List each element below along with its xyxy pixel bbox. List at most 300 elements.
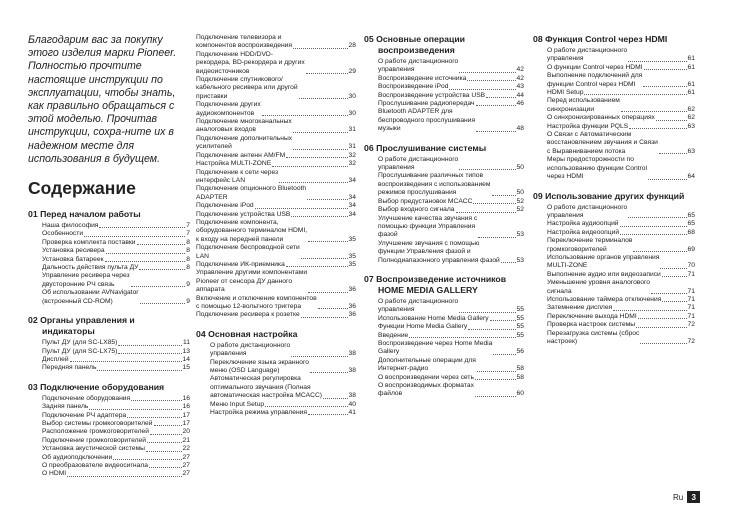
- toc-entry-page: 69: [687, 245, 695, 253]
- toc-entry[interactable]: [378, 382, 524, 399]
- toc-entry[interactable]: [378, 357, 524, 374]
- section-heading-line: 01 Перед началом работы: [28, 209, 141, 220]
- dot-leader: [293, 149, 347, 150]
- toc-entry-title: Дополнительные операции для Интернет-радио: [378, 356, 476, 373]
- dot-leader: [291, 356, 347, 357]
- toc-entry-title: Подключение дополнительных усилителей: [196, 134, 293, 151]
- toc-entry[interactable]: [42, 445, 190, 453]
- toc-entry[interactable]: [378, 215, 524, 240]
- toc-entry-page: 55: [516, 306, 524, 314]
- toc-entry[interactable]: [547, 123, 695, 131]
- toc-entry-page: 31: [348, 126, 356, 134]
- toc-entry-page: 36: [348, 286, 356, 294]
- toc-entry-title: О синхронизированных операциях: [547, 114, 655, 122]
- toc-entry-title: Подключение других аудиокомпонентов: [196, 101, 261, 117]
- toc-entry[interactable]: [547, 271, 695, 279]
- dot-leader: [286, 157, 347, 158]
- toc-entry-page: 71: [687, 312, 695, 320]
- toc-list: [378, 156, 524, 265]
- toc-entry[interactable]: [547, 131, 695, 156]
- toc-entry[interactable]: [196, 76, 356, 101]
- toc-entry-page: 63: [687, 147, 695, 155]
- col1-sections: [28, 209, 190, 479]
- dot-leader: [467, 80, 515, 81]
- toc-entry-page: 52: [516, 206, 524, 214]
- toc-entry-title: Подключение компонента, оборудованного терминалом HDMI, к входу на передней панели: [196, 218, 308, 243]
- toc-entry[interactable]: [42, 428, 190, 436]
- toc-entry-page: 52: [516, 197, 524, 205]
- dot-leader: [656, 120, 687, 121]
- toc-entry-title: Подключение iPod: [196, 202, 254, 210]
- toc-entry-title: Автоматическая регулировка оптимального звучания (Полная автоматическая настройка MCACC): [210, 375, 323, 400]
- toc-entry[interactable]: [42, 339, 190, 347]
- toc-entry[interactable]: [196, 101, 356, 118]
- section-heading-line: 04 Основная настройка: [196, 328, 298, 339]
- dot-leader: [301, 317, 348, 318]
- toc-list: [42, 222, 190, 306]
- dot-leader: [118, 353, 181, 354]
- toc-entry-title: Воспроизведение через Home Media Gallery: [378, 339, 493, 356]
- dot-leader: [613, 310, 686, 311]
- toc-entry-page: 48: [516, 125, 524, 133]
- toc-entry[interactable]: [196, 169, 356, 186]
- toc-entry[interactable]: [196, 135, 356, 152]
- toc-entry[interactable]: [42, 356, 190, 364]
- toc-entry[interactable]: [196, 118, 356, 135]
- toc-entry-page: 42: [516, 74, 524, 82]
- toc-entry[interactable]: [196, 269, 356, 294]
- toc-entry[interactable]: [196, 295, 356, 312]
- toc-column-3: [364, 34, 524, 399]
- toc-entry[interactable]: [42, 230, 190, 238]
- toc-entry-page: 7: [186, 230, 190, 238]
- toc-entry[interactable]: [378, 332, 524, 340]
- toc-entry-title: Подключение телевизора и компонентов воспроизведения: [196, 34, 293, 50]
- toc-entry-title: Использование Home Media Gallery: [378, 314, 489, 322]
- dot-leader: [293, 132, 348, 133]
- section-gap: [533, 182, 695, 191]
- toc-entry-title: Особенности: [42, 230, 84, 238]
- dot-leader: [662, 276, 687, 277]
- dot-leader: [147, 442, 182, 443]
- toc-entry-page: 38: [348, 392, 356, 400]
- toc-entry-page: 16: [182, 394, 190, 402]
- col3-sections: [364, 34, 524, 399]
- toc-entry-page: 34: [348, 202, 356, 210]
- section-heading-line: 05 Основные операции: [364, 34, 466, 44]
- toc-entry[interactable]: [547, 313, 695, 321]
- toc-entry-title: Улучшение звучания с помощью функции Управления фазой и Полнодиапазонного управления фазой: [378, 239, 500, 264]
- toc-entry[interactable]: [547, 156, 695, 181]
- toc-entry[interactable]: [378, 156, 524, 173]
- toc-entry-page: 38: [348, 367, 356, 375]
- toc-list: [196, 34, 356, 320]
- dot-leader: [70, 361, 182, 362]
- dot-leader: [476, 131, 515, 132]
- toc-entry-page: 17: [182, 411, 190, 419]
- toc-entry-title: О работе дистанционного управления: [547, 203, 628, 219]
- toc-entry[interactable]: [547, 321, 695, 329]
- toc-entry[interactable]: [547, 97, 695, 114]
- dot-leader: [105, 261, 186, 262]
- toc-entry-title: Передняя панель: [42, 364, 97, 372]
- section-heading-line: 07 Воспроизведение источников: [364, 273, 507, 284]
- toc-entry[interactable]: [42, 272, 190, 289]
- section-heading: [533, 191, 695, 202]
- toc-entry-page: 58: [516, 373, 524, 381]
- toc-entry[interactable]: [547, 330, 695, 347]
- toc-entry[interactable]: [210, 342, 356, 359]
- toc-entry[interactable]: [547, 204, 695, 221]
- toc-entry[interactable]: [42, 437, 190, 445]
- toc-entry[interactable]: [378, 340, 524, 357]
- toc-entry[interactable]: [547, 47, 695, 64]
- toc-entry-page: 62: [687, 105, 695, 113]
- toc-entry-title: Переключение терминалов громкоговорителей: [547, 237, 633, 253]
- section-heading-line: 06 Прослушивание системы: [364, 142, 487, 153]
- toc-entry-page: 34: [348, 176, 356, 184]
- toc-list: [378, 58, 524, 134]
- dot-leader: [140, 303, 186, 304]
- section-heading-line: 03 Подключение оборудования: [28, 381, 165, 392]
- toc-entry[interactable]: [547, 72, 695, 89]
- toc-entry[interactable]: [42, 289, 190, 306]
- dot-leader: [662, 301, 686, 302]
- dot-leader: [459, 72, 515, 73]
- toc-entry-page: 27: [182, 461, 190, 469]
- toc-entry-title: О работе дистанционного управления: [378, 155, 459, 172]
- toc-entry-title: Пульт ДУ (для SC-LX85): [42, 339, 118, 347]
- toc-entry-title: Улучшение качества звучания с помощью функции Управления фазой: [378, 214, 478, 239]
- dot-leader: [286, 266, 348, 267]
- toc-entry-page: 27: [182, 453, 190, 461]
- dot-leader: [279, 182, 347, 183]
- toc-entry-title: Меню Input Setup: [210, 400, 265, 408]
- toc-entry-page: 65: [687, 220, 695, 228]
- dot-leader: [476, 105, 516, 106]
- toc-entry[interactable]: [547, 304, 695, 312]
- toc-entry[interactable]: [547, 114, 695, 122]
- toc-entry-title: Меры предосторожности по использованию функции Control через HDMI: [547, 156, 647, 181]
- toc-entry-title: Уменьшение уровня аналогового сигнала: [547, 279, 651, 295]
- dot-leader: [149, 467, 182, 468]
- toc-entry-page: 43: [516, 83, 524, 91]
- toc-entry-page: 35: [348, 235, 356, 243]
- col4-sections: [533, 34, 695, 346]
- dot-leader: [621, 111, 687, 112]
- toc-entry-title: О функции Control через HDMI: [547, 63, 643, 71]
- toc-entry[interactable]: [42, 247, 190, 255]
- toc-entry[interactable]: [378, 240, 524, 265]
- toc-entry-page: 8: [186, 255, 190, 263]
- toc-column-2: [196, 34, 356, 417]
- dot-leader: [478, 237, 515, 238]
- toc-entry[interactable]: [378, 75, 524, 83]
- toc-entry-page: 61: [687, 80, 695, 88]
- toc-entry-title: Выбор системы громкоговорителей: [42, 419, 153, 427]
- dot-leader: [262, 115, 348, 116]
- toc-entry-page: 55: [516, 331, 524, 339]
- dot-leader: [493, 354, 515, 355]
- toc-entry[interactable]: [210, 409, 356, 417]
- dot-leader: [475, 379, 516, 380]
- toc-entry-title: HDMI Setup: [547, 89, 584, 97]
- toc-list: [547, 204, 695, 347]
- dot-leader: [459, 312, 515, 313]
- toc-entry-page: 68: [687, 228, 695, 236]
- toc-entry-title: Включение и отключение компонентов с помощью 12-вольтного триггера: [196, 294, 317, 310]
- dot-leader: [131, 400, 181, 401]
- toc-list: [378, 298, 524, 399]
- toc-entry[interactable]: [42, 470, 190, 478]
- toc-entry[interactable]: [547, 89, 695, 97]
- toc-entry[interactable]: [547, 237, 695, 254]
- toc-entry[interactable]: [378, 298, 524, 315]
- toc-entry-title: Подключение опционного Bluetooth ADAPTER: [196, 185, 307, 201]
- toc-entry-title: Использование органов управления MULTI-ZONE: [547, 253, 660, 270]
- toc-entry[interactable]: [210, 375, 356, 400]
- dot-leader: [490, 320, 516, 321]
- toc-entry-title: Подключение беспроводной сети LAN: [196, 244, 300, 260]
- toc-entry-page: 36: [348, 311, 356, 319]
- section-heading: [28, 209, 190, 220]
- toc-entry[interactable]: [196, 219, 356, 244]
- dot-leader: [628, 61, 686, 62]
- page-title: Содержание: [28, 178, 136, 199]
- dot-leader: [318, 308, 348, 309]
- toc-entry[interactable]: [378, 92, 524, 100]
- toc-entry[interactable]: [196, 185, 356, 202]
- toc-entry[interactable]: [378, 172, 524, 197]
- toc-entry[interactable]: [547, 220, 695, 228]
- dot-leader: [150, 434, 182, 435]
- toc-entry[interactable]: [378, 83, 524, 91]
- toc-entry-title: О преобразователе видеосигнала: [42, 461, 148, 469]
- dot-leader: [486, 97, 515, 98]
- toc-entry[interactable]: [42, 264, 190, 272]
- dot-leader: [456, 212, 516, 213]
- section-heading-line: 09 Использование других функций: [533, 190, 685, 201]
- toc-entry-title: Установка акустической системы: [42, 445, 145, 453]
- dot-leader: [501, 262, 516, 263]
- toc-entry-page: 35: [348, 252, 356, 260]
- dot-leader: [99, 227, 185, 228]
- toc-entry-page: 16: [182, 403, 190, 411]
- toc-list: [547, 47, 695, 182]
- toc-entry-title: Настройка функции PQLS: [547, 122, 629, 130]
- toc-entry-page: 29: [348, 67, 356, 75]
- dot-leader: [307, 199, 347, 200]
- toc-entry-page: 8: [186, 264, 190, 272]
- toc-entry[interactable]: [378, 108, 524, 133]
- toc-entry[interactable]: [547, 254, 695, 271]
- section-heading: [364, 274, 524, 296]
- toc-entry-title: Прослушивание радиопередач: [378, 100, 475, 108]
- toc-entry[interactable]: [42, 348, 190, 356]
- toc-entry-title: О HDMI: [42, 470, 67, 478]
- toc-entry-page: 27: [182, 470, 190, 478]
- intro-text: Благодарим вас за покупку этого изделия марки Pioneer. Полностью прочтите настоящие инструкции по эксплуатации, чтобы знать, как правильно обращаться с этой моделью. Прочитав инструкции, сохра-ните их в надежном месте для использования в будущем.: [28, 34, 177, 165]
- toc-entry-page: 31: [348, 143, 356, 151]
- toc-entry[interactable]: [196, 244, 356, 261]
- toc-entry-page: 8: [186, 238, 190, 246]
- toc-entry[interactable]: [196, 311, 356, 319]
- toc-entry-title: Проверка комплекта поставки: [42, 238, 136, 246]
- toc-entry-page: 71: [687, 304, 695, 312]
- toc-entry-title: Настройка MULTI-ZONE: [196, 160, 272, 168]
- toc-entry-page: 17: [182, 419, 190, 427]
- section-gap: [196, 320, 356, 329]
- dot-leader: [127, 417, 181, 418]
- toc-entry[interactable]: [547, 64, 695, 72]
- toc-entry[interactable]: [42, 412, 190, 420]
- toc-entry-title: Подключение громкоговорителей: [42, 436, 146, 444]
- language-label: Ru: [673, 492, 684, 502]
- toc-entry[interactable]: [378, 198, 524, 206]
- toc-entry[interactable]: [378, 323, 524, 331]
- section-heading: [28, 315, 190, 337]
- toc-entry[interactable]: [42, 395, 190, 403]
- toc-entry-title: Подключение РЧ адаптера: [42, 411, 127, 419]
- dot-leader: [131, 286, 186, 287]
- toc-entry-title: Прослушивание различных типов воспроизведения с использованием режимов прослушивания: [378, 172, 491, 197]
- dot-leader: [106, 253, 186, 254]
- toc-entry-title: О работе дистанционного управления: [378, 297, 459, 314]
- toc-entry[interactable]: [547, 229, 695, 237]
- toc-entry-title: Перед использованием синхронизации: [547, 97, 620, 113]
- toc-entry-title: Задняя панель: [42, 403, 89, 411]
- toc-entry-page: 15: [182, 364, 190, 372]
- page-number: 3: [687, 491, 700, 503]
- toc-entry-title: Настройка режима управления: [210, 409, 308, 417]
- toc-entry[interactable]: [42, 239, 190, 247]
- toc-list: [42, 395, 190, 479]
- toc-entry[interactable]: [42, 403, 190, 411]
- toc-entry-title: Затемнение дисплея: [547, 304, 613, 312]
- toc-entry-title: О работе дистанционного управления: [547, 47, 628, 63]
- section-gap: [28, 373, 190, 382]
- dot-leader: [146, 451, 182, 452]
- toc-entry-page: 7: [186, 222, 190, 230]
- toc-entry[interactable]: [547, 296, 695, 304]
- toc-entry-title: Дисплей: [42, 355, 69, 363]
- toc-entry[interactable]: [378, 58, 524, 75]
- toc-entry-title: Выбор предустановок MCACC: [378, 197, 473, 205]
- dot-leader: [620, 234, 686, 235]
- toc-entry[interactable]: [378, 100, 524, 108]
- toc-entry[interactable]: [378, 374, 524, 382]
- toc-entry[interactable]: [42, 364, 190, 372]
- toc-entry[interactable]: [378, 315, 524, 323]
- dot-leader: [660, 268, 686, 269]
- dot-leader: [620, 226, 687, 227]
- toc-entry[interactable]: [378, 206, 524, 214]
- toc-entry-title: Наша философия: [42, 222, 99, 230]
- toc-entry-page: 71: [687, 270, 695, 278]
- page-footer: [673, 491, 700, 503]
- section-heading-line: индикаторы: [42, 326, 95, 337]
- toc-entry[interactable]: [210, 359, 356, 376]
- toc-entry-page: 41: [348, 409, 356, 417]
- dot-leader: [118, 345, 182, 346]
- toc-entry[interactable]: [196, 261, 356, 269]
- dot-leader: [640, 343, 686, 344]
- toc-entry[interactable]: [547, 279, 695, 296]
- dot-leader: [299, 98, 348, 99]
- toc-entry[interactable]: [42, 462, 190, 470]
- section-gap: [28, 306, 190, 315]
- toc-entry-title: О работе дистанционного управления: [210, 341, 291, 358]
- toc-entry[interactable]: [196, 34, 356, 51]
- toc-entry[interactable]: [42, 256, 190, 264]
- toc-entry-page: 34: [348, 210, 356, 218]
- toc-entry-page: 63: [687, 122, 695, 130]
- toc-entry-title: Установка ресивера: [42, 247, 105, 255]
- toc-entry-page: 56: [516, 348, 524, 356]
- dot-leader: [272, 166, 347, 167]
- dot-leader: [477, 371, 516, 372]
- toc-entry-page: 32: [348, 151, 356, 159]
- toc-entry-page: 30: [348, 109, 356, 117]
- dot-leader: [323, 398, 348, 399]
- toc-entry[interactable]: [210, 401, 356, 409]
- toc-entry-title: О работе дистанционного управления: [378, 58, 459, 74]
- dot-leader: [97, 370, 181, 371]
- toc-entry-title: Пульт ДУ (для SC-LX75): [42, 347, 118, 355]
- dot-leader: [648, 179, 687, 180]
- toc-entry[interactable]: [196, 152, 356, 160]
- toc-entry-page: 53: [516, 231, 524, 239]
- dot-leader: [154, 425, 182, 426]
- section-heading-line: HOME MEDIA GALLERY: [378, 284, 478, 295]
- toc-entry-title: Воспроизведение источника: [378, 74, 467, 82]
- toc-entry-title: О воспроизводимых форматах файлов: [378, 382, 474, 398]
- toc-entry-page: 11: [183, 339, 190, 347]
- toc-entry[interactable]: [196, 51, 356, 76]
- dot-leader: [475, 396, 516, 397]
- toc-entry[interactable]: [42, 454, 190, 462]
- toc-entry-title: Использование таймера отключения: [547, 295, 662, 303]
- toc-entry-page: 22: [182, 445, 190, 453]
- dot-leader: [409, 337, 515, 338]
- section-heading-line: воспроизведения: [378, 45, 455, 55]
- toc-entry-page: 70: [687, 262, 695, 270]
- toc-column-4: [533, 34, 695, 346]
- toc-entry-title: Подключение устройства USB: [196, 210, 291, 218]
- toc-entry-page: 13: [182, 347, 190, 355]
- toc-entry-page: 20: [182, 428, 190, 436]
- toc-entry-page: 55: [516, 314, 524, 322]
- dot-leader: [308, 292, 347, 293]
- toc-entry-title: Расположение громкоговорителей: [42, 428, 150, 436]
- toc-entry[interactable]: [196, 202, 356, 210]
- toc-entry-page: 32: [348, 160, 356, 168]
- toc-entry-title: Подключение ресивера к розетке: [196, 311, 300, 319]
- dot-leader: [113, 459, 181, 460]
- toc-entry-title: Переключение языка экранного меню (OSD Language): [210, 358, 309, 375]
- toc-entry-page: 55: [516, 323, 524, 331]
- toc-entry-title: Настройка аудиоопций: [547, 220, 619, 228]
- toc-entry[interactable]: [196, 160, 356, 168]
- dot-leader: [584, 94, 686, 95]
- dot-leader: [291, 216, 347, 217]
- dot-leader: [310, 372, 348, 373]
- dot-leader: [255, 208, 348, 209]
- toc-entry-title: Проверка настроек системы: [547, 321, 636, 329]
- toc-entry[interactable]: [196, 211, 356, 219]
- dot-leader: [659, 153, 687, 154]
- toc-entry-page: 61: [687, 63, 695, 71]
